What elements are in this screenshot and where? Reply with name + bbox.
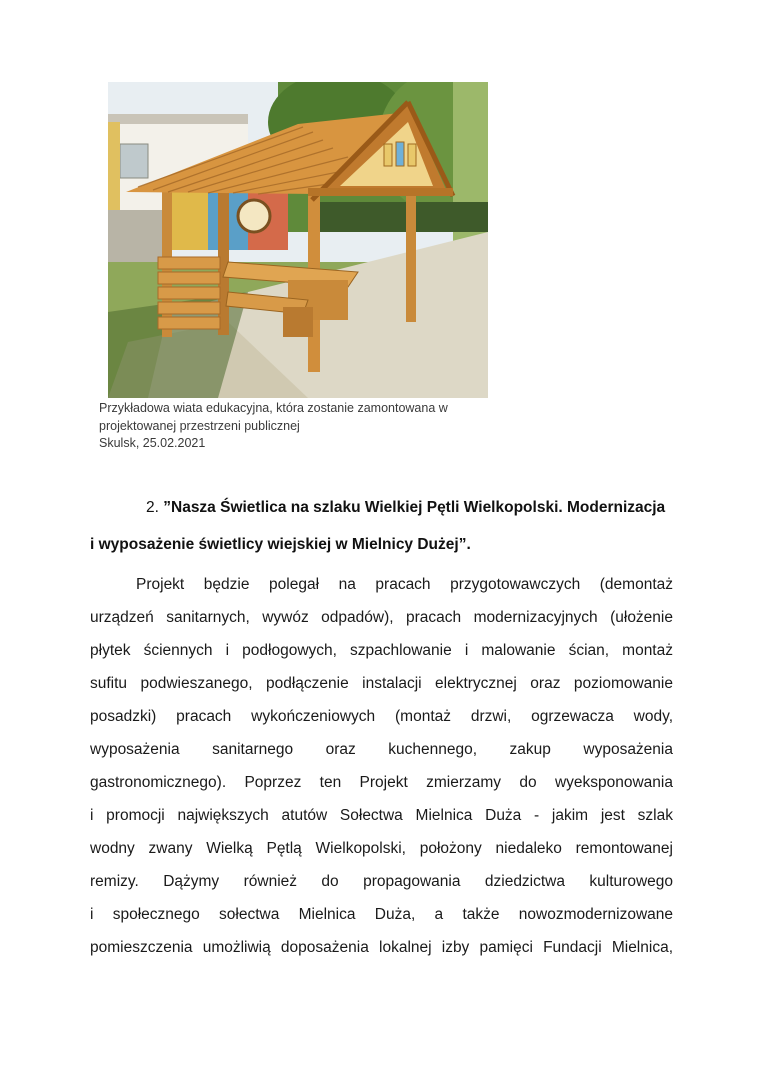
heading-line: i wyposażenie świetlicy wiejskiej w Mielnicy Dużej”.	[90, 536, 471, 553]
paragraph-line: urządzeń sanitarnych, wywóz odpadów), pracach modernizacyjnych (ułożenie	[90, 609, 673, 626]
paragraph-line: remizy. Dążymy również do propagowania dziedzictwa kulturowego	[90, 873, 673, 890]
section-number: 2.	[146, 499, 159, 516]
caption-line: Skulsk, 25.02.2021	[99, 436, 206, 450]
section-heading	[90, 489, 673, 563]
paragraph-line: wyposażenia sanitarnego oraz kuchennego, zakup wyposażenia	[90, 741, 673, 758]
paragraph-line: pomieszczenia umożliwią doposażenia lokalnej izby pamięci Fundacji Mielnica,	[90, 939, 673, 956]
caption-line: Przykładowa wiata edukacyjna, która zostanie zamontowana w	[99, 401, 448, 415]
gazebo-photo-illustration	[108, 82, 488, 398]
paragraph-line: posadzki) pracach wykończeniowych (montaż drzwi, ogrzewacza wody,	[90, 708, 673, 725]
paragraph-line: i promocji największych atutów Sołectwa Mielnica Duża - jakim jest szlak	[90, 807, 673, 824]
gazebo-photo	[108, 82, 488, 398]
body-paragraph	[90, 568, 673, 964]
heading-line: ”Nasza Świetlica na szlaku Wielkiej Pętli Wielkopolski. Modernizacja	[163, 499, 666, 516]
photo-caption	[99, 400, 519, 453]
paragraph-line: Projekt będzie polegał na pracach przygotowawczych (demontaż	[136, 576, 673, 593]
paragraph-line: i społecznego sołectwa Mielnica Duża, a także nowozmodernizowane	[90, 906, 673, 923]
paragraph-line: płytek ściennych i podłogowych, szpachlowanie i malowanie ścian, montaż	[90, 642, 673, 659]
paragraph-line: wodny zwany Wielką Pętlą Wielkopolski, położony niedaleko remontowanej	[90, 840, 673, 857]
caption-line: projektowanej przestrzeni publicznej	[99, 418, 300, 433]
paragraph-line: sufitu podwieszanego, podłączenie instalacji elektrycznej oraz poziomowanie	[90, 675, 673, 692]
paragraph-line: gastronomicznego). Poprzez ten Projekt zmierzamy do wyeksponowania	[90, 774, 673, 791]
